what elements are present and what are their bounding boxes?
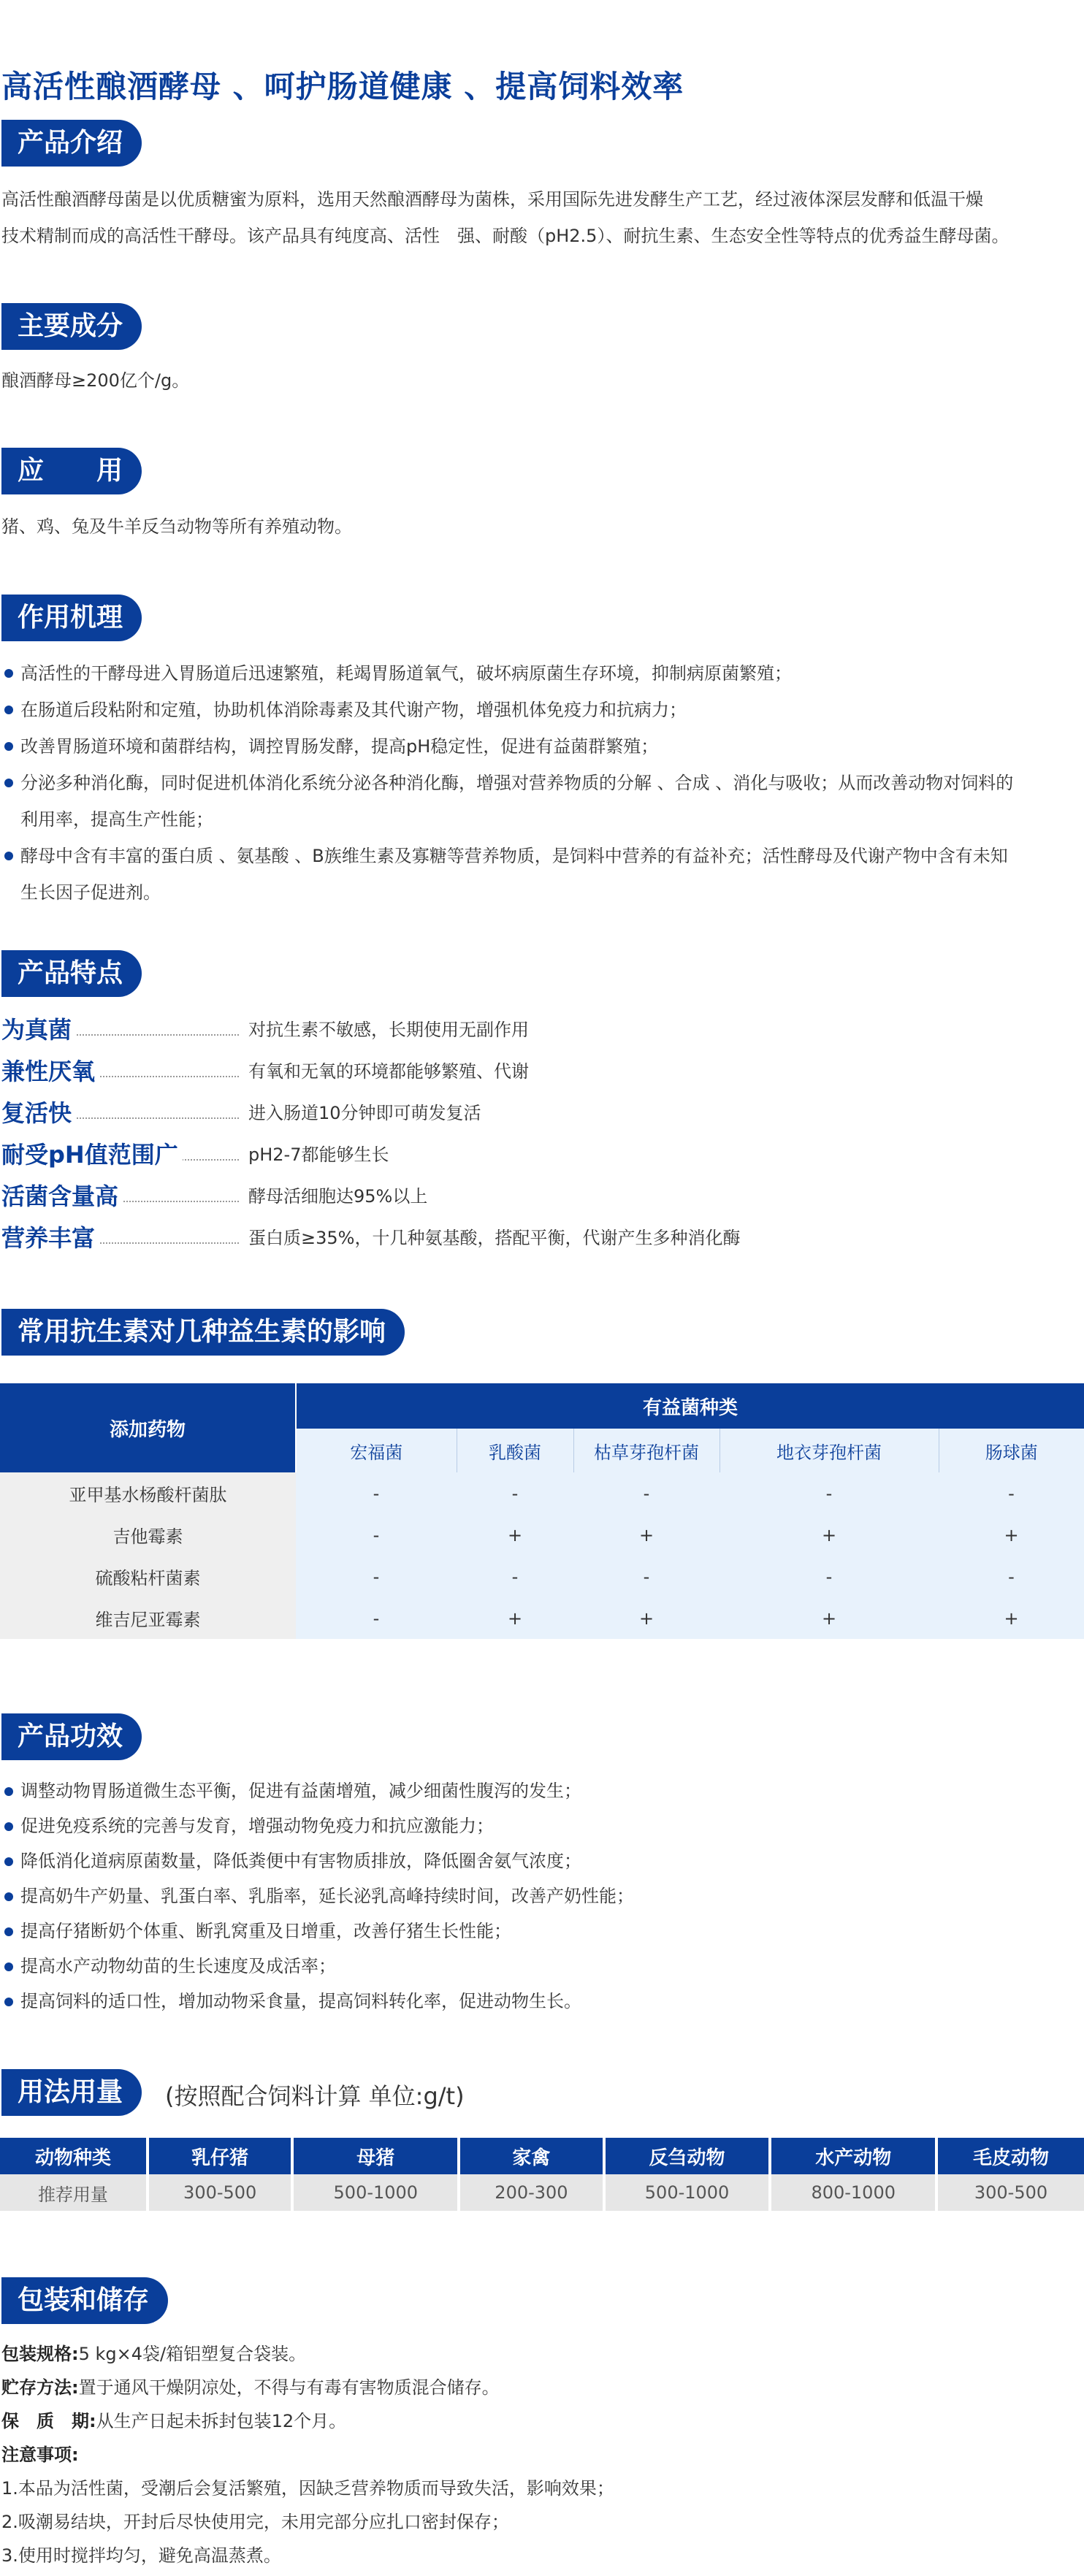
- feature-desc: 进入肠道10分钟即可萌发复活: [248, 1103, 481, 1123]
- feature-row: [1, 1095, 951, 1131]
- table-cell: -: [296, 1556, 457, 1597]
- section-heading-features: 产品特点: [1, 950, 142, 997]
- section-heading-intro: 产品介绍: [1, 120, 142, 167]
- table-cell: +: [457, 1597, 573, 1639]
- table-cell: -: [573, 1472, 720, 1514]
- efficacy-item: 调整动物胃肠道微生态平衡，促进有益菌增殖，减少细菌性腹泻的发生；: [1, 1773, 1083, 1808]
- mechanism-item: 改善胃肠道环境和菌群结构，调控胃肠发酵，提高pH稳定性，促进有益菌群繁殖；: [1, 728, 1083, 765]
- drug-name: 硫酸粘杆菌素: [0, 1556, 296, 1597]
- table-cell: -: [720, 1556, 939, 1597]
- table-row: [0, 1472, 1084, 1514]
- usage-header: 乳仔猪: [148, 2138, 293, 2174]
- feature-row: [1, 1220, 951, 1256]
- notes-label: 注意事项:: [1, 2445, 79, 2465]
- table-cell: -: [296, 1472, 457, 1514]
- col-header-drug: 添加药物: [0, 1383, 296, 1472]
- table-cell: -: [720, 1472, 939, 1514]
- mechanism-item-continued: 利用率，提高生产性能；: [20, 809, 213, 830]
- table-cell: +: [573, 1514, 720, 1556]
- section-heading-storage: 包装和储存: [1, 2277, 168, 2324]
- feature-desc: 有氧和无氧的环境都能够繁殖、代谢: [248, 1061, 529, 1082]
- feature-row: [1, 1178, 951, 1215]
- page-title: 高活性酿酒酵母 、呵护肠道健康 、提高饲料效率: [1, 69, 684, 104]
- feature-row: [1, 1136, 951, 1173]
- table-cell: -: [296, 1514, 457, 1556]
- table-cell: -: [296, 1597, 457, 1639]
- section-heading-usage: 用法用量: [1, 2069, 142, 2116]
- mechanism-item: 在肠道后段粘附和定殖，协助机体消除毒素及其代谢产物，增强机体免疫力和抗病力；: [1, 692, 1083, 728]
- usage-cell: 300-500: [148, 2174, 293, 2211]
- antibiotic-table: [0, 1383, 1084, 1639]
- table-row: [0, 1556, 1084, 1597]
- usage-unit-note: (按照配合饲料计算 单位:g/t): [165, 2082, 465, 2110]
- storage-shelf-life: [1, 2404, 346, 2438]
- table-cell: +: [573, 1597, 720, 1639]
- table-cell: +: [720, 1514, 939, 1556]
- efficacy-item: 提高仔猪断奶个体重、断乳窝重及日增重，改善仔猪生长性能；: [1, 1914, 1083, 1949]
- storage-method: [1, 2371, 500, 2404]
- section-heading-mechanism: 作用机理: [1, 595, 142, 641]
- table-cell: +: [939, 1514, 1084, 1556]
- usage-header: 毛皮动物: [936, 2138, 1084, 2174]
- usage-cell: 500-1000: [604, 2174, 771, 2211]
- col-header-bacteria: 肠球菌: [939, 1429, 1084, 1472]
- efficacy-item: 促进免疫系统的完善与发育，增强动物免疫力和抗应激能力；: [1, 1808, 1083, 1843]
- feature-name: 营养丰富: [1, 1220, 99, 1256]
- storage-method-label: 贮存方法:: [1, 2377, 79, 2398]
- storage-note: 3.使用时搅拌均匀，避免高温蒸煮。: [1, 2545, 281, 2566]
- col-header-bacteria: 地衣芽孢杆菌: [720, 1429, 939, 1472]
- mechanism-item: 分泌多种消化酶，同时促进机体消化系统分泌各种消化酶，增强对营养物质的分解 、合成 、消化与吸收；从而改善动物对饲料的: [1, 765, 1083, 801]
- storage-packaging: [1, 2337, 306, 2371]
- feature-desc: 对抗生素不敏感，长期使用无副作用: [248, 1020, 529, 1040]
- usage-header: 水产动物: [770, 2138, 936, 2174]
- drug-name: 亚甲基水杨酸杆菌肽: [0, 1472, 296, 1514]
- usage-cell: 300-500: [936, 2174, 1084, 2211]
- col-header-bacteria: 枯草芽孢杆菌: [573, 1429, 720, 1472]
- storage-note: 1.本品为活性菌，受潮后会复活繁殖，因缺乏营养物质而导致失活，影响效果；: [1, 2478, 614, 2499]
- usage-header: 母猪: [292, 2138, 459, 2174]
- table-row: [0, 1514, 1084, 1556]
- intro-text: [1, 181, 1083, 254]
- mechanism-item: 高活性的干酵母进入胃肠道后迅速繁殖，耗竭胃肠道氧气，破坏病原菌生存环境，抑制病原菌繁殖；: [1, 655, 1083, 692]
- storage-note: 2.吸潮易结块，开封后尽快使用完，未用完部分应扎口密封保存；: [1, 2512, 509, 2532]
- packaging-label: 包装规格:: [1, 2344, 79, 2364]
- mechanism-item-continued: 生长因子促进剂。: [20, 882, 161, 903]
- usage-header: 动物种类: [0, 2138, 148, 2174]
- drug-name: 维吉尼亚霉素: [0, 1597, 296, 1639]
- usage-cell: 500-1000: [292, 2174, 459, 2211]
- col-header-bacteria: 宏福菌: [296, 1429, 457, 1472]
- feature-row: [1, 1012, 951, 1048]
- table-cell: -: [573, 1556, 720, 1597]
- table-cell: +: [720, 1597, 939, 1639]
- feature-name: 活菌含量高: [1, 1178, 123, 1215]
- usage-cell: 200-300: [459, 2174, 604, 2211]
- usage-cell: 推荐用量: [0, 2174, 148, 2211]
- table-cell: +: [939, 1597, 1084, 1639]
- feature-name: 耐受pH值范围广: [1, 1136, 183, 1173]
- table-cell: -: [457, 1472, 573, 1514]
- efficacy-list: [1, 1773, 1083, 2019]
- usage-header: 反刍动物: [604, 2138, 771, 2174]
- ingredients-text: 酿酒酵母≥200亿个/g。: [1, 370, 190, 391]
- section-heading-efficacy: 产品功效: [1, 1713, 142, 1760]
- shelf-life-value: 从生产日起未拆封包装12个月。: [96, 2411, 347, 2431]
- usage-table: [0, 2138, 1084, 2211]
- storage-notes-heading: [1, 2438, 79, 2472]
- usage-header: 家禽: [459, 2138, 604, 2174]
- intro-line-1: 高活性酿酒酵母菌是以优质糖蜜为原料，选用天然酿酒酵母为菌株，采用国际先进发酵生产工艺，经过液体深层发酵和低温干燥: [1, 189, 983, 210]
- application-text: 猪、鸡、兔及牛羊反刍动物等所有养殖动物。: [1, 516, 352, 537]
- table-cell: -: [939, 1472, 1084, 1514]
- intro-line-2: 技术精制而成的高活性干酵母。该产品具有纯度高、活性 强、耐酸（pH2.5）、耐抗生素、生态安全性等特点的优秀益生酵母菌。: [1, 226, 1009, 246]
- mechanism-item: 酵母中含有丰富的蛋白质 、氨基酸 、B族维生素及寡糖等营养物质，是饲料中营养的有益补充；活性酵母及代谢产物中含有未知: [1, 838, 1083, 874]
- feature-desc: pH2-7都能够生长: [248, 1144, 389, 1165]
- storage-method-value: 置于通风干燥阴凉处，不得与有毒有害物质混合储存。: [78, 2377, 500, 2398]
- feature-name: 为真菌: [1, 1012, 76, 1048]
- usage-cell: 800-1000: [770, 2174, 936, 2211]
- table-cell: -: [457, 1556, 573, 1597]
- table-cell: -: [939, 1556, 1084, 1597]
- feature-desc: 蛋白质≥35%，十几种氨基酸，搭配平衡，代谢产生多种消化酶: [248, 1228, 741, 1248]
- col-header-group: 有益菌种类: [296, 1383, 1084, 1429]
- efficacy-item: 提高水产动物幼苗的生长速度及成活率；: [1, 1949, 1083, 1984]
- mechanism-list-2: [1, 838, 1083, 874]
- feature-name: 兼性厌氧: [1, 1053, 99, 1090]
- feature-row: [1, 1053, 951, 1090]
- efficacy-item: 提高奶牛产奶量、乳蛋白率、乳脂率，延长泌乳高峰持续时间，改善产奶性能；: [1, 1879, 1083, 1914]
- section-heading-antibiotic: 常用抗生素对几种益生素的影响: [1, 1309, 405, 1356]
- table-row: [0, 1597, 1084, 1639]
- mechanism-list: [1, 655, 1083, 801]
- col-header-bacteria: 乳酸菌: [457, 1429, 573, 1472]
- feature-desc: 酵母活细胞达95%以上: [248, 1186, 428, 1207]
- efficacy-item: 提高饲料的适口性，增加动物采食量，提高饲料转化率，促进动物生长。: [1, 1984, 1083, 2019]
- drug-name: 吉他霉素: [0, 1514, 296, 1556]
- section-heading-ingredients: 主要成分: [1, 303, 142, 350]
- section-heading-application: 应 用: [1, 448, 142, 494]
- table-cell: +: [457, 1514, 573, 1556]
- efficacy-item: 降低消化道病原菌数量，降低粪便中有害物质排放，降低圈舍氨气浓度；: [1, 1843, 1083, 1879]
- feature-name: 复活快: [1, 1095, 76, 1131]
- packaging-value: 5 kg×4袋/箱铝塑复合袋装。: [78, 2344, 307, 2364]
- shelf-life-label: 保 质 期:: [1, 2411, 96, 2431]
